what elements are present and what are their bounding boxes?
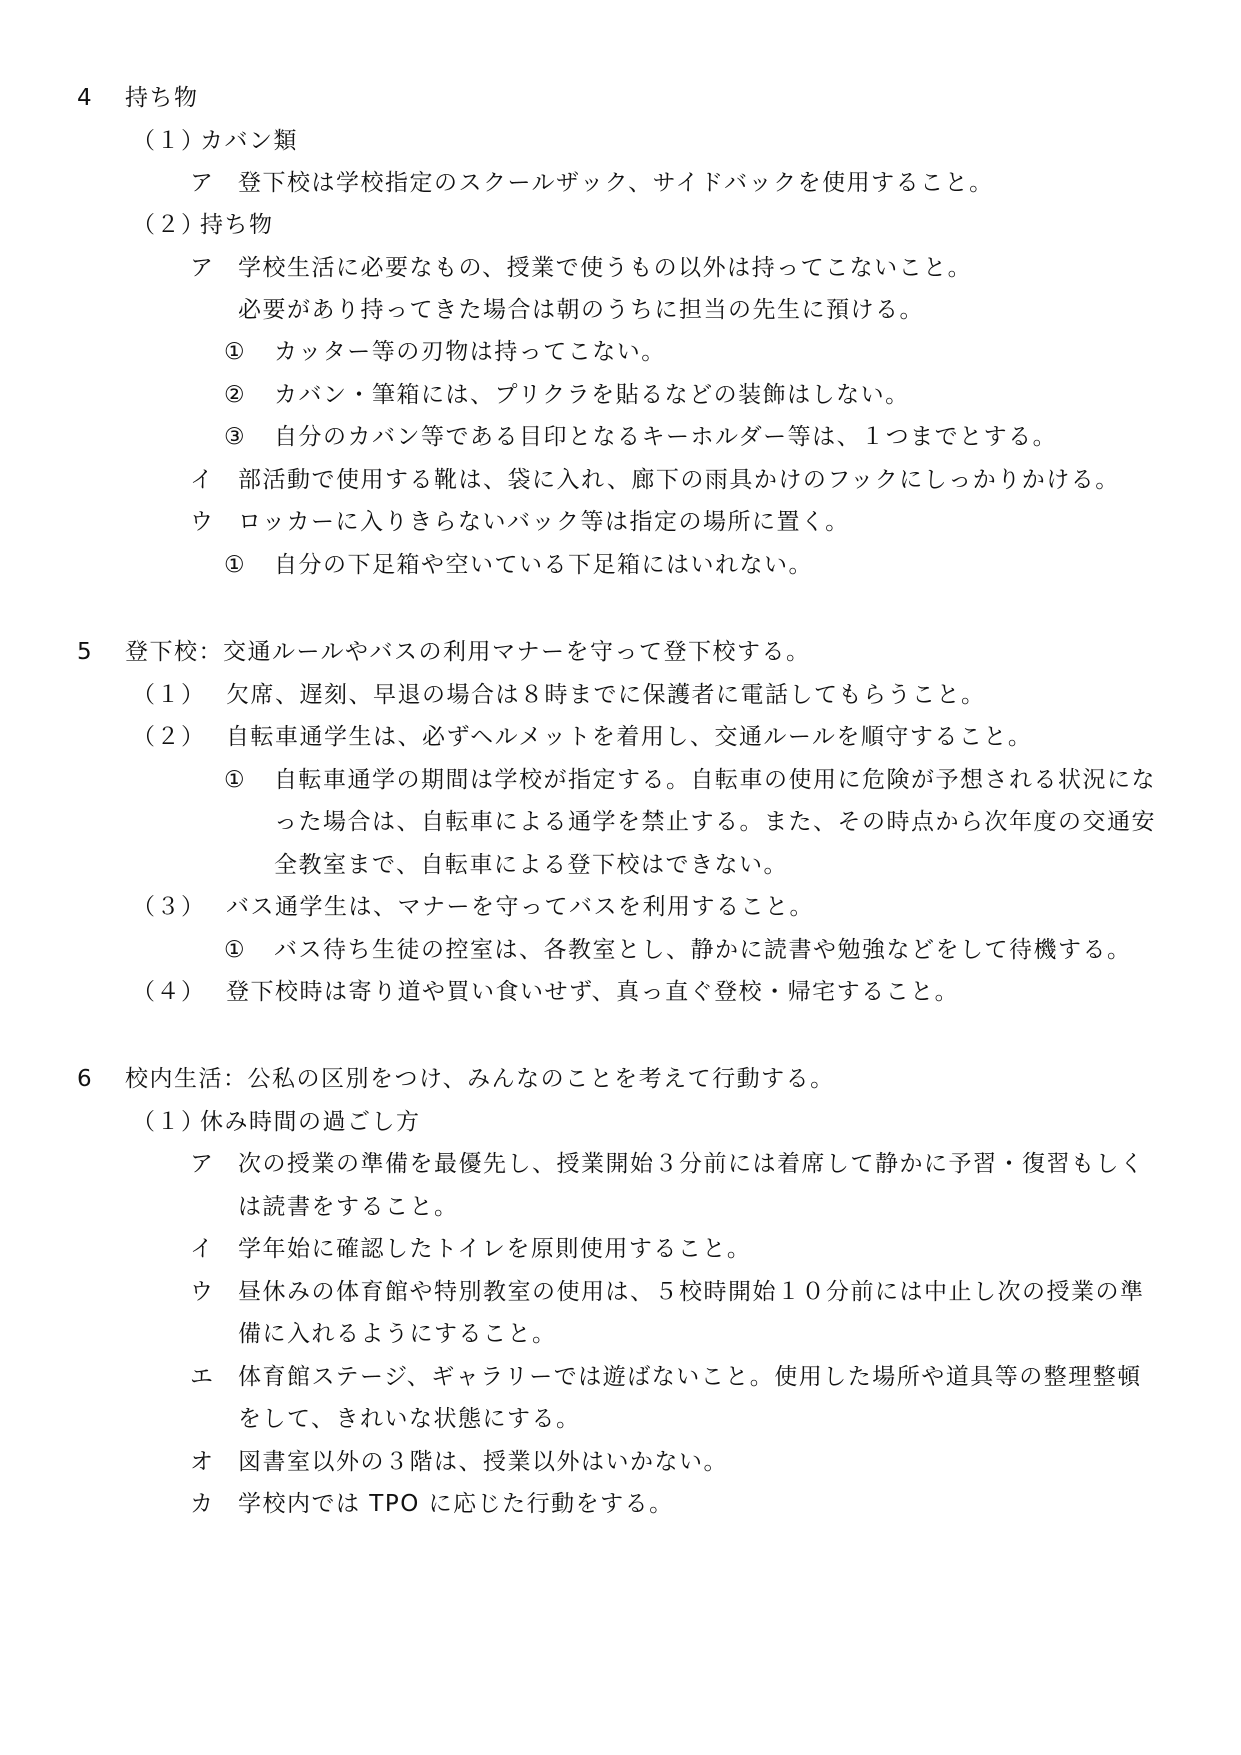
item-mark: （３） <box>132 894 206 920</box>
item-text: 自分の下足箱や空いている下足箱にはいれない。 <box>274 552 813 578</box>
item-mark: （４） <box>132 979 206 1005</box>
item-mark: ① <box>224 767 247 793</box>
section-title: 登下校：交通ルールやバスの利用マナーを守って登下校する。 <box>125 639 811 665</box>
section-title: 持ち物 <box>125 85 199 111</box>
item-text: 部活動で使用する靴は、袋に入れ、廊下の雨具かけのフックにしっかりかける。 <box>238 467 1120 493</box>
item-mark: （１） <box>132 128 206 154</box>
item-text: 備に入れるようにすること。 <box>238 1321 557 1347</box>
item-text: 体育館ステージ、ギャラリーでは遊ばないこと。使用した場所や道具等の整理整頓 <box>238 1364 1142 1390</box>
item-text: 自分のカバン等である目印となるキーホルダー等は、１つまでとする。 <box>274 424 1058 450</box>
item-text: 学校内では TPO に応じた行動をする。 <box>238 1491 674 1517</box>
item-mark: ア <box>190 170 215 196</box>
item-mark: ③ <box>224 424 247 450</box>
item-title: 休み時間の過ごし方 <box>200 1109 421 1135</box>
item-text: 欠席、遅刻、早退の場合は８時までに保護者に電話してもらうこと。 <box>226 682 986 708</box>
item-text: 学年始に確認したトイレを原則使用すること。 <box>238 1236 752 1262</box>
item-mark: ① <box>224 552 247 578</box>
item-text: をして、きれいな状態にする。 <box>238 1406 581 1432</box>
item-text: 図書室以外の３階は、授業以外はいかない。 <box>238 1449 728 1475</box>
item-mark: ② <box>224 382 247 408</box>
item-text: 学校生活に必要なもの、授業で使うもの以外は持ってこないこと。 <box>238 255 973 281</box>
item-mark: イ <box>190 467 215 493</box>
item-mark: イ <box>190 1236 215 1262</box>
item-mark: ① <box>224 937 247 963</box>
item-text: 登下校は学校指定のスクールザック、サイドバックを使用すること。 <box>238 170 994 196</box>
item-text: 登下校時は寄り道や買い食いせず、真っ直ぐ登校・帰宅すること。 <box>226 979 960 1005</box>
item-mark: （２） <box>132 212 206 238</box>
item-title: 持ち物 <box>200 212 274 238</box>
item-text: バス待ち生徒の控室は、各教室とし、静かに読書や勉強などをして待機する。 <box>274 937 1132 963</box>
item-text: 必要があり持ってきた場合は朝のうちに担当の先生に預ける。 <box>238 297 924 323</box>
item-mark: （１） <box>132 1109 206 1135</box>
item-text: バス通学生は、マナーを守ってバスを利用すること。 <box>226 894 814 920</box>
section-title: 校内生活：公私の区別をつけ、みんなのことを考えて行動する。 <box>125 1066 835 1092</box>
item-mark: （１） <box>132 682 206 708</box>
item-text: 自転車通学の期間は学校が指定する。自転車の使用に危険が予想される状況にな <box>274 767 1156 793</box>
section-number: 6 <box>77 1066 94 1092</box>
item-mark: カ <box>190 1491 215 1517</box>
item-text: カバン・筆箱には、プリクラを貼るなどの装飾はしない。 <box>274 382 910 408</box>
section-number: 5 <box>77 639 94 665</box>
item-text: ロッカーに入りきらないバック等は指定の場所に置く。 <box>238 509 850 535</box>
item-mark: ① <box>224 339 247 365</box>
item-text: 自転車通学生は、必ずヘルメットを着用し、交通ルールを順守すること。 <box>226 724 1033 750</box>
item-text: 昼休みの体育館や特別教室の使用は、５校時開始１０分前には中止し次の授業の準 <box>238 1279 1145 1305</box>
item-title: カバン類 <box>200 128 298 154</box>
item-mark: ア <box>190 1151 215 1177</box>
section-number: 4 <box>77 85 94 111</box>
item-text: った場合は、自転車による通学を禁止する。また、その時点から次年度の交通安 <box>274 809 1156 835</box>
item-text: 次の授業の準備を最優先し、授業開始３分前には着席して静かに予習・復習もしく <box>238 1151 1145 1177</box>
item-mark: エ <box>190 1364 215 1390</box>
item-text: は読書をすること。 <box>238 1194 459 1220</box>
item-mark: ア <box>190 255 215 281</box>
item-mark: （２） <box>132 724 206 750</box>
item-mark: ウ <box>190 509 215 535</box>
item-text: 全教室まで、自転車による登下校はできない。 <box>274 852 789 878</box>
item-mark: オ <box>190 1449 215 1475</box>
item-mark: ウ <box>190 1279 215 1305</box>
item-text: カッター等の刃物は持ってこない。 <box>274 339 666 365</box>
